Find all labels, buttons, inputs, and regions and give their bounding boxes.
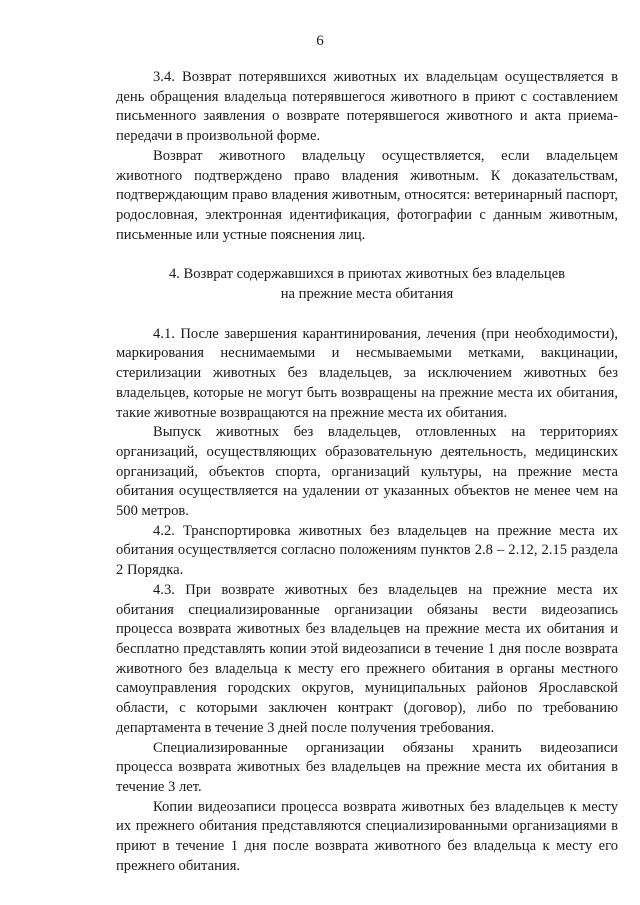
paragraph-4-3: 4.3. При возврате животных без владельцев на прежние места их обитания специализированные организации обязаны вести видеозапись процесса возврата животных без владельцев на прежние места их обитания и бесплатно представлять копии этой видеозаписи в течение 1 дня после возврата животного без владельца к месту его прежнего обитания в органы местного самоуправления городских округов, муниципальных районов Ярославской области, с которыми заключен контракт (договор), либо по требованию департамента в течение 3 дней после получения требования.	[116, 581, 618, 736]
section-heading-4	[116, 265, 618, 304]
paragraph-ownership-proof: Возврат животного владельцу осуществляется, если владельцем животного подтверждено право владения животным. К доказательствам, подтверждающим право владения животным, относятся: ветеринарный паспорт, родословная, электронная идентификация, фотографии с данным животным, письменные или устные пояснения лиц.	[116, 147, 618, 243]
paragraph-4-2: 4.2. Транспортировка животных без владельцев на прежние места их обитания осуществляется согласно положениям пунктов 2.8 – 2.12, 2.15 раздела 2 Порядка.	[116, 522, 618, 579]
page-number: 6	[316, 33, 324, 49]
paragraph-3-4: 3.4. Возврат потерявшихся животных их владельцам осуществляется в день обращения владельца потерявшегося животного в приют с составлением письменного заявления о возврате потерявшегося животного и акта приема-передачи в произвольной форме.	[116, 69, 618, 145]
section-heading-line-1: 4. Возврат содержавшихся в приютах животных без владельцев	[168, 266, 566, 283]
section-heading-line-2: на прежние места обитания	[280, 286, 454, 303]
paragraph-release: Выпуск животных без владельцев, отловленных на территориях организаций, осуществляющих образовательную деятельность, медицинских организаций, объектов спорта, организаций культуры, на прежние места обитания осуществляется на удалении от указанных объектов не менее чем на 500 метров.	[116, 424, 618, 520]
document-body	[116, 68, 618, 876]
paragraph-4-1: 4.1. После завершения карантинирования, лечения (при необходимости), маркирования неснимаемыми и несмываемыми метками, вакцинации, стерилизации животных без владельцев, за исключением животных без владельцев, которые не могут быть возвращены на прежние места их обитания, такие животные возвращаются на прежние места их обитания.	[116, 325, 618, 421]
paragraph-video-storage: Специализированные организации обязаны хранить видеозаписи процесса возврата животных без владельцев на прежние места их обитания в течение 3 лет.	[116, 739, 618, 795]
paragraph-video-copies: Копии видеозаписи процесса возврата животных без владельцев к месту их прежнего обитания представляются специализированными организациями в приют в течение 1 дня после возврата животного без владельца к месту его прежнего обитания.	[116, 798, 618, 874]
